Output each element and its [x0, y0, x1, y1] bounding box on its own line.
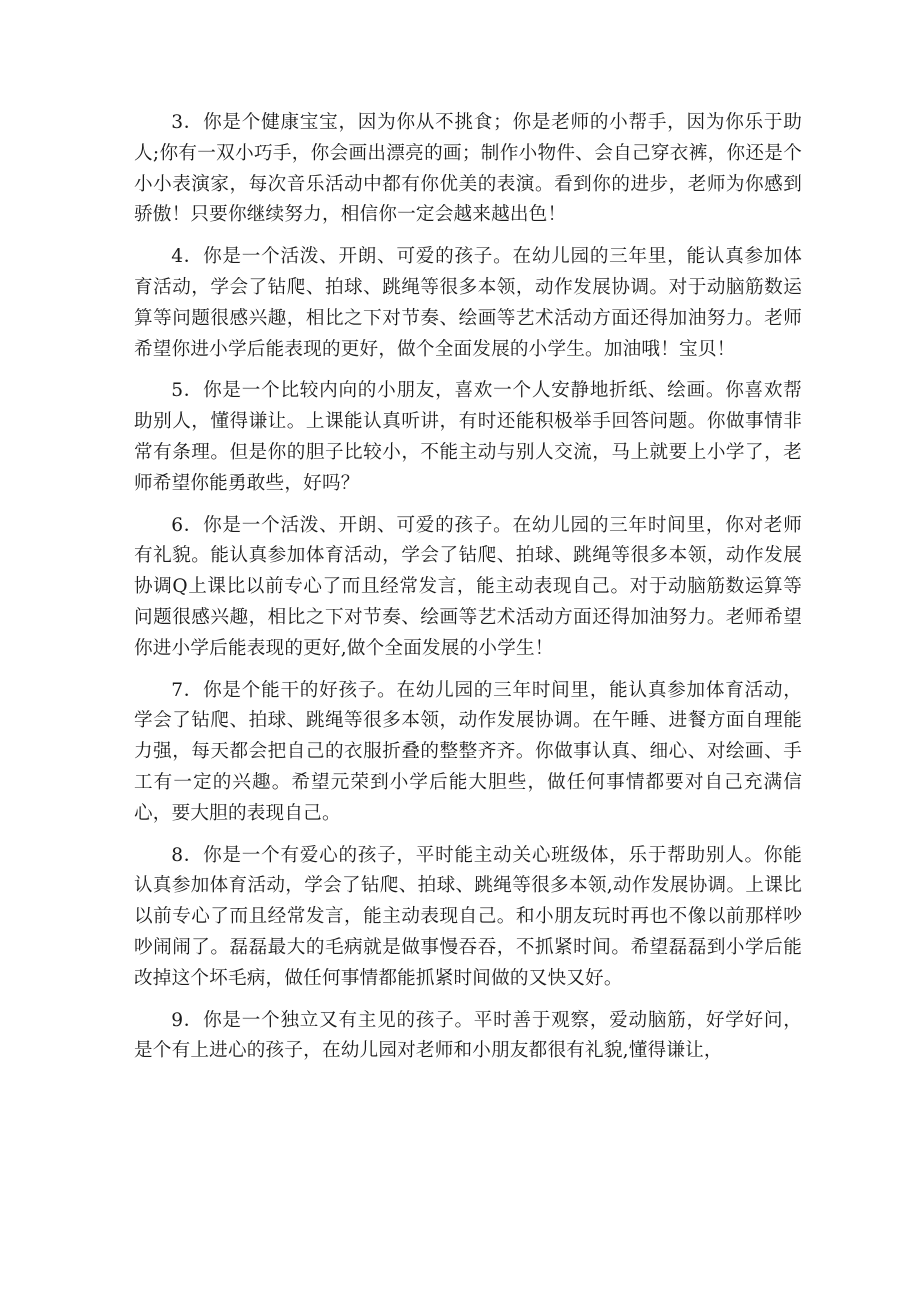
document-page: [134, 108, 802, 1078]
comment-paragraph-4: 4．你是一个活泼、开朗、可爱的孩子。在幼儿园的三年里，能认真参加体育活动，学会了钻爬、拍球、跳绳等很多本领，动作发展协调。对于动脑筋数运算等问题很感兴趣，相比之下对节奏、绘画等艺术活动方面还得加油努力。老师希望你进小学后能表现的更好，做个全面发展的小学生。加油哦！宝贝！: [134, 246, 802, 360]
comment-paragraph-9: 9．你是一个独立又有主见的孩子。平时善于观察，爱动脑筋，好学好问，是个有上进心的孩子，在幼儿园对老师和小朋友都很有礼貌,懂得谦让，: [134, 1009, 802, 1062]
comment-paragraph-8: 8．你是一个有爱心的孩子，平时能主动关心班级体，乐于帮助别人。你能认真参加体育活动，学会了钻爬、拍球、跳绳等很多本领,动作发展协调。上课比以前专心了而且经常发言，能主动表现自己。和小朋友玩时再也不像以前那样吵吵闹闹了。磊磊最大的毛病就是做事慢吞吞，不抓紧时间。希望磊磊到小学后能改掉这个坏毛病，做任何事情都能抓紧时间做的又快又好。: [134, 844, 802, 989]
comment-paragraph-7: 7．你是个能干的好孩子。在幼儿园的三年时间里，能认真参加体育活动，学会了钻爬、拍球、跳绳等很多本领，动作发展协调。在午睡、进餐方面自理能力强，每天都会把自己的衣服折叠的整整齐齐。你做事认真、细心、对绘画、手工有一定的兴趣。希望元荣到小学后能大胆些，做任何事情都要对自己充满信心，要大胆的表现自己。: [134, 679, 802, 824]
comment-paragraph-6: 6．你是一个活泼、开朗、可爱的孩子。在幼儿园的三年时间里，你对老师有礼貌。能认真参加体育活动，学会了钻爬、拍球、跳绳等很多本领，动作发展协调Q上课比以前专心了而且经常发言，能主动表现自己。对于动脑筋数运算等问题很感兴趣，相比之下对节奏、绘画等艺术活动方面还得加油努力。老师希望你进小学后能表现的更好,做个全面发展的小学生！: [134, 514, 802, 659]
comment-paragraph-3: 3．你是个健康宝宝，因为你从不挑食；你是老师的小帮手，因为你乐于助人;你有一双小巧手，你会画出漂亮的画；制作小物件、会自己穿衣裤，你还是个小小表演家，每次音乐活动中都有你优美的表演。看到你的进步，老师为你感到骄傲！只要你继续努力，相信你一定会越来越出色！: [134, 112, 802, 226]
comment-paragraph-5: 5．你是一个比较内向的小朋友，喜欢一个人安静地折纸、绘画。你喜欢帮助别人，懂得谦让。上课能认真听讲，有时还能积极举手回答问题。你做事情非常有条理。但是你的胆子比较小，不能主动与别人交流，马上就要上小学了，老师希望你能勇敢些，好吗？: [134, 380, 802, 494]
